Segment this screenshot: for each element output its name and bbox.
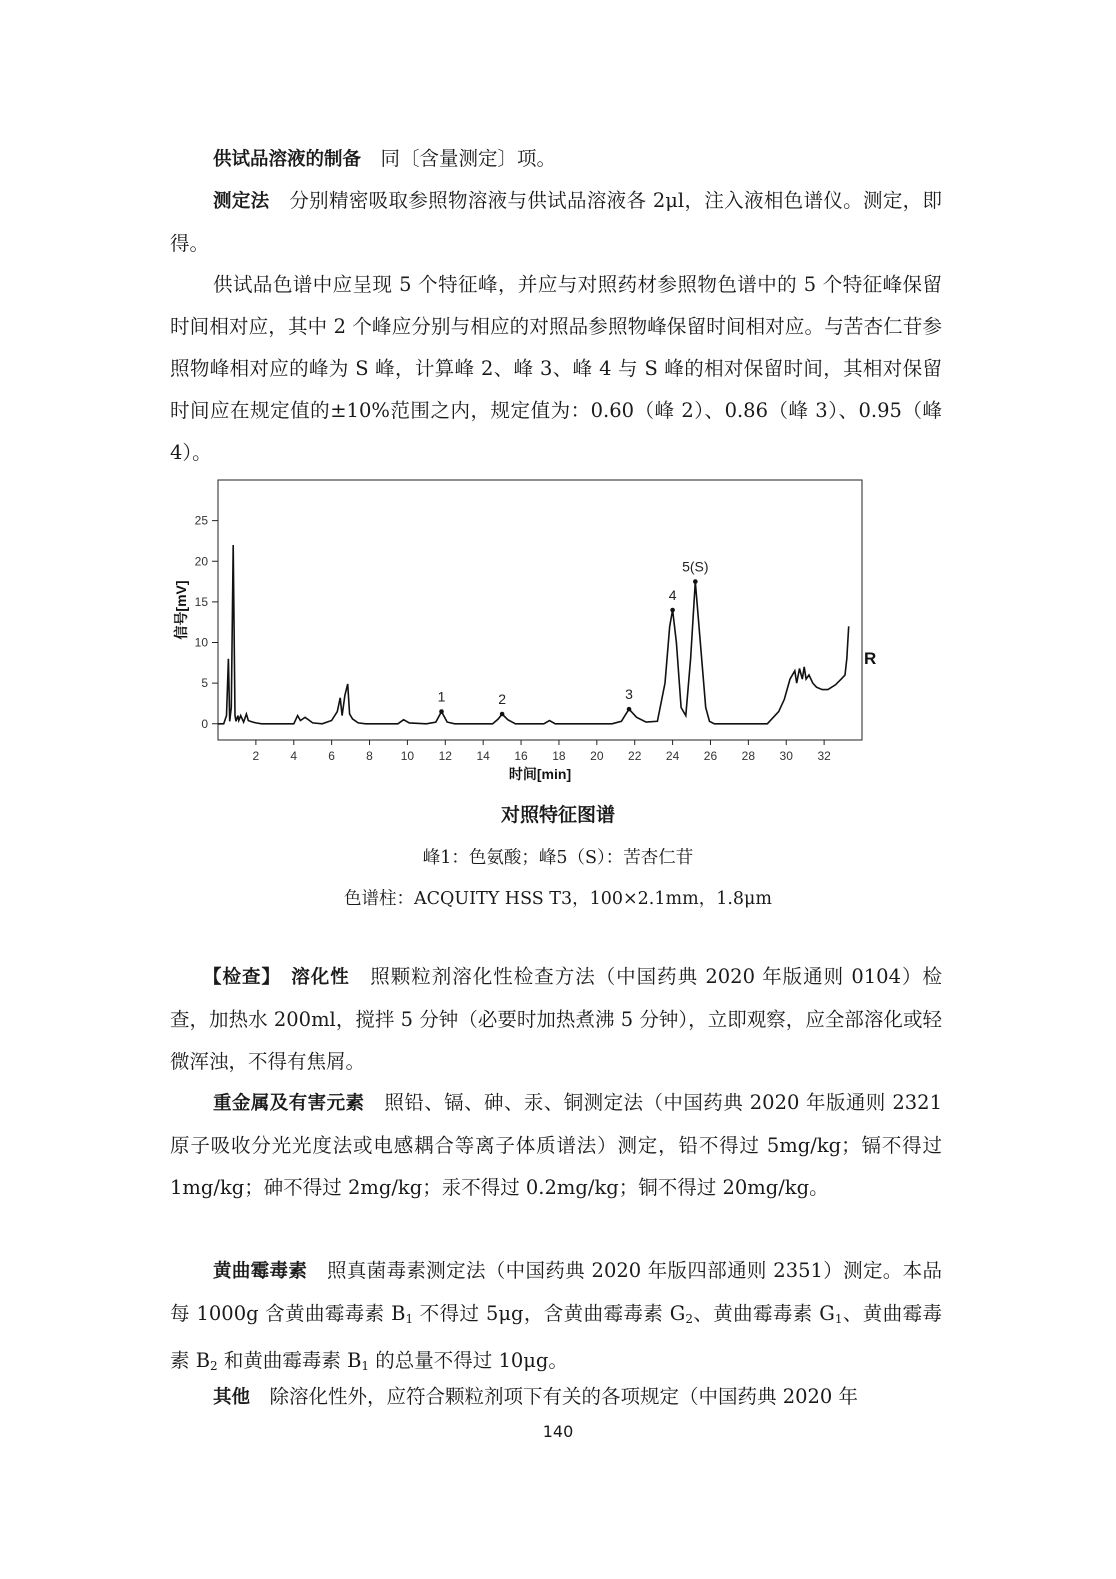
peak-label: 1	[437, 688, 446, 705]
peak-apex-marker	[693, 579, 698, 584]
heading-other: 其他	[213, 1387, 251, 1408]
x-tick-label: 6	[328, 749, 335, 763]
peak-label: 3	[625, 686, 633, 703]
peak-apex-marker	[670, 608, 675, 613]
plot-frame	[218, 480, 862, 740]
y-tick-label: 0	[201, 716, 208, 731]
text-aflatoxin-3: 、黄曲霉毒素 G	[692, 1302, 835, 1325]
x-tick-label: 28	[741, 749, 756, 763]
x-tick-label: 32	[817, 749, 831, 763]
peak-apex-marker	[627, 707, 632, 712]
y-axis-label: 信号[mV]	[173, 580, 189, 640]
chromatogram-svg	[168, 470, 888, 790]
subscript-2: 2	[685, 1312, 693, 1326]
peak-label: 2	[498, 691, 507, 707]
text-sample-prep: 同〔含量测定〕项。	[361, 147, 557, 170]
paragraph-other	[170, 1376, 942, 1419]
text-requirement: 供试品色谱中应呈现 5 个特征峰，并应与对照药材参照物色谱中的 5 个特征峰保留时间相对应，其中 2 个峰应分别与相应的对照品参照物峰保留时间相对应。与苦杏仁苷参照物峰相对应的峰为 S 峰，计算峰 2、峰 3、峰 4 与 S 峰的相对保留时间，其相对保留时间应在规定值的±10%范围之内，规定值为：0.60（峰 2）、0.86（峰 3）、0.95（峰 4）。	[170, 273, 942, 464]
x-tick-label: 12	[438, 749, 452, 763]
peak-label: 5(S)	[682, 558, 709, 575]
heading-method: 测定法	[213, 191, 270, 212]
heading-inspection: 【检查】 溶化性	[203, 967, 350, 988]
peak-apex-marker	[500, 712, 505, 717]
x-tick-label: 18	[552, 749, 566, 763]
x-tick-label: 2	[252, 749, 260, 763]
text-heavy-metals: 照铅、镉、砷、汞、铜测定法（中国药典 2020 年版通则 2321 原子吸收分光光度法或电感耦合等离子体质谱法）测定，铅不得过 5mg/kg；镉不得过 1mg/kg；砷不得过 2mg/kg；汞不得过 0.2mg/kg；铜不得过 20mg/kg。	[170, 1091, 942, 1199]
text-aflatoxin-1: 照真菌毒素测定法（中国药典 2020 年版四部通则 2351）测定。本品每 1000g 含黄曲霉毒素 B	[170, 1259, 942, 1325]
paragraph-inspection	[170, 956, 942, 1083]
x-tick-label: 30	[779, 749, 793, 763]
text-other: 除溶化性外，应符合颗粒剂项下有关的各项规定（中国药典 2020 年	[250, 1385, 859, 1408]
heading-heavy-metals: 重金属及有害元素	[213, 1093, 365, 1114]
subscript-3: 1	[834, 1312, 843, 1326]
chart-caption-column: 色谱柱：ACQUITY HSS T3，100×2.1mm，1.8μm	[343, 889, 772, 909]
text-inspection: 照颗粒剂溶化性检查方法（中国药典 2020 年版通则 0104）检查，加热水 200ml，搅拌 5 分钟（必要时加热煮沸 5 分钟），立即观察，应全部溶化或轻微浑浊，不得有焦屑。	[170, 965, 942, 1073]
y-tick-label: 10	[194, 635, 208, 650]
x-tick-label: 10	[400, 749, 415, 763]
text-aflatoxin-4: 、黄曲霉毒素 B	[170, 1302, 942, 1372]
x-tick-label: 20	[590, 749, 604, 763]
y-tick-label: 20	[194, 554, 208, 569]
chromatogram	[168, 470, 888, 790]
trace-label: R	[864, 649, 877, 668]
y-tick-label: 5	[201, 676, 208, 691]
x-tick-label: 26	[703, 749, 718, 763]
y-tick-label: 15	[194, 594, 208, 609]
x-tick-label: 4	[290, 749, 298, 763]
y-tick-label: 25	[194, 513, 208, 528]
text-aflatoxin-6: 的总量不得过 10μg。	[369, 1349, 568, 1372]
subscript-4: 2	[210, 1359, 218, 1373]
peak-label: 4	[668, 587, 677, 603]
paragraph-method	[170, 180, 942, 265]
peak-apex-marker	[439, 709, 444, 714]
subscript-5: 1	[361, 1359, 370, 1373]
chart-title: 对照特征图谱	[500, 804, 615, 826]
paragraph-requirement	[170, 264, 942, 474]
page-number: 140	[542, 1422, 574, 1441]
x-tick-label: 8	[366, 749, 373, 763]
text-aflatoxin-2: 不得过 5μg，含黄曲霉毒素 G	[413, 1302, 686, 1325]
paragraph-aflatoxin	[170, 1250, 942, 1387]
heading-aflatoxin: 黄曲霉毒素	[213, 1261, 308, 1282]
subscript-1: 1	[405, 1312, 414, 1326]
paragraph-heavy-metals	[170, 1082, 942, 1209]
x-tick-label: 22	[628, 749, 642, 763]
paragraph-sample-prep	[170, 138, 942, 181]
x-tick-label: 16	[514, 749, 528, 763]
text-aflatoxin-5: 和黄曲霉毒素 B	[217, 1349, 362, 1372]
x-tick-label: 24	[665, 749, 680, 763]
chart-caption-peaks: 峰1：色氨酸；峰5（S）：苦杏仁苷	[422, 848, 694, 868]
text-method: 分别精密吸取参照物溶液与供试品溶液各 2μl，注入液相色谱仪。测定，即得。	[170, 189, 942, 255]
x-axis-label: 时间[min]	[508, 766, 572, 782]
chromatogram-trace	[218, 545, 849, 724]
heading-sample-prep: 供试品溶液的制备	[213, 149, 362, 170]
x-tick-label: 14	[476, 749, 490, 763]
